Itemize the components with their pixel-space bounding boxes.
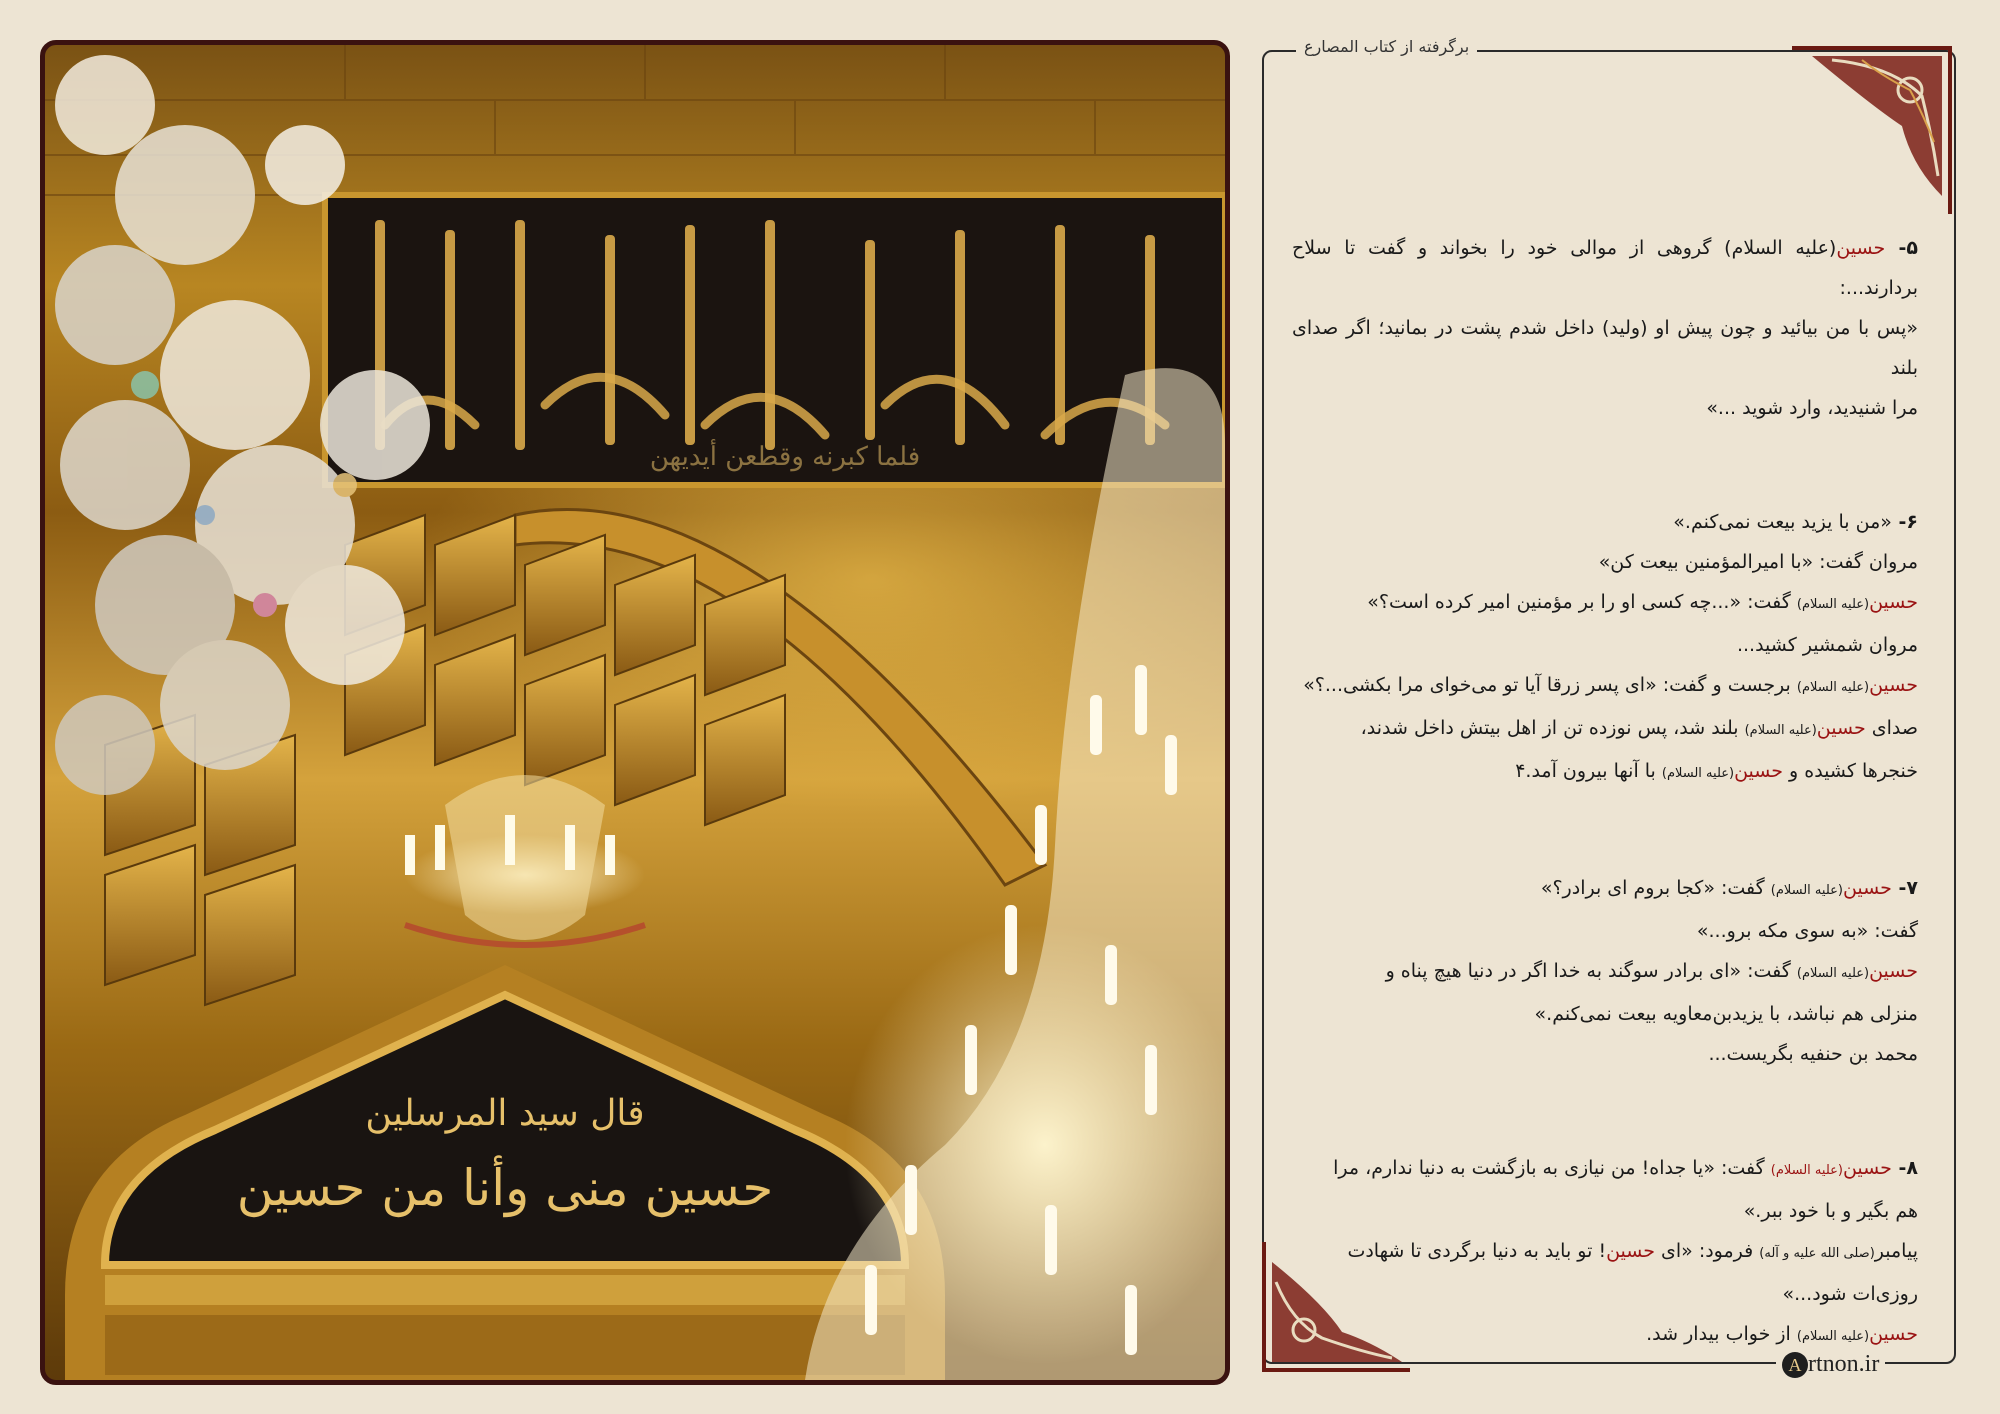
text-line (1292, 665, 1918, 708)
text-segment: ۶- (1891, 511, 1918, 533)
paragraph-gap (1292, 794, 1918, 868)
arch-inscription-2: حسين منى وأنا من حسين (236, 1159, 774, 1217)
text-segment: محمد بن حنفیه بگریست... (1708, 1043, 1918, 1065)
text-segment: (علیه السلام) (1744, 723, 1817, 738)
text-segment: (علیه السلام) (1661, 766, 1735, 781)
text-line (1292, 308, 1918, 388)
text-line (1292, 502, 1918, 542)
logo-text: rtnon.ir (1808, 1351, 1880, 1377)
chandelier-center (405, 775, 645, 945)
story-item (1292, 1148, 1918, 1357)
highlight-name: (علیه السلام) (1770, 1163, 1843, 1178)
arch-inscription-1: قال سيد المرسلين (365, 1093, 645, 1134)
text-segment: «من با یزید بیعت نمی‌کنم.» (1673, 511, 1892, 533)
text-line (1292, 1191, 1918, 1231)
text-segment: با آنها بیرون آمد.۴ (1515, 760, 1662, 782)
highlight-name: حسین (1836, 237, 1886, 259)
text-segment: (علیه السلام) (1796, 597, 1870, 612)
text-line (1292, 1274, 1918, 1314)
text-line (1292, 228, 1918, 308)
text-line (1292, 582, 1918, 625)
text-segment: گفت: «یا جداه! من نیازی به بازگشت به دنیا ندارم، مرا (1333, 1157, 1771, 1179)
top-inscription: فلما كبرنه وقطعن أيديهن (649, 442, 921, 472)
shrine-photo (40, 40, 1230, 1385)
text-segment: مروان شمشیر کشید... (1736, 634, 1918, 656)
text-line (1292, 708, 1918, 751)
text-segment: پیامبر (1874, 1240, 1918, 1262)
text-segment: صدای (1865, 717, 1918, 739)
text-segment: گفت: «ای برادر سوگند به خدا اگر در دنیا هیچ پناه و (1385, 960, 1797, 982)
text-line (1292, 1148, 1918, 1191)
text-segment: مروان گفت: «با امیرالمؤمنین بیعت کن» (1598, 551, 1918, 573)
text-segment: روزی‌ات شود...» (1782, 1283, 1918, 1305)
highlight-name: حسین (1869, 674, 1918, 696)
text-segment: از خواب بیدار شد. (1646, 1323, 1797, 1345)
highlight-name: حسین (1816, 717, 1866, 739)
text-segment: (علیه السلام) (1796, 1329, 1870, 1344)
text-segment: ۵- (1885, 237, 1918, 259)
paragraph-gap (1292, 428, 1918, 502)
text-segment: (علیه السلام) (1796, 966, 1870, 981)
story-text (1292, 228, 1918, 1357)
text-segment: فرمود: «ای (1654, 1240, 1760, 1262)
text-segment: ۸- (1891, 1157, 1918, 1179)
text-segment: برجست و گفت: «ای پسر زرقا آیا تو می‌خوای مرا بکشی...؟» (1303, 674, 1797, 696)
highlight-name: حسین (1869, 1323, 1918, 1345)
text-line (1292, 751, 1918, 794)
text-line (1292, 1231, 1918, 1274)
text-line (1292, 868, 1918, 911)
site-logo[interactable] (1776, 1348, 1885, 1380)
text-segment: گفت: «کجا بروم ای برادر؟» (1540, 877, 1771, 899)
logo-mark: A (1782, 1352, 1808, 1378)
text-segment: (صلی الله علیه و آله) (1759, 1246, 1875, 1261)
source-label: برگرفته از کتاب المصارع (1296, 32, 1477, 62)
text-line (1292, 994, 1918, 1034)
highlight-name: حسین (1869, 591, 1918, 613)
text-segment: (علیه السلام) (1770, 883, 1843, 898)
story-item (1292, 502, 1918, 794)
shrine-illustration (45, 45, 1225, 1380)
text-segment: مرا شنیدید، وارد شوید ...» (1706, 397, 1918, 419)
text-line (1292, 542, 1918, 582)
text-segment: بلند شد، پس نوزده تن از اهل بیتش داخل شدند، (1360, 717, 1745, 739)
text-line (1292, 951, 1918, 994)
text-segment: (علیه السلام) گروهی از موالی خود را بخواند و گفت تا سلاح بردارند...: (1292, 237, 1918, 299)
text-segment: خنجرها کشیده و (1783, 760, 1918, 782)
highlight-name: حسین (1734, 760, 1783, 782)
text-segment: ! تو باید به دنیا برگردی تا شهادت (1347, 1240, 1607, 1262)
text-segment: ۷- (1891, 877, 1918, 899)
corner-ornament-top-right (1792, 46, 1952, 216)
text-line (1292, 625, 1918, 665)
text-segment: «پس با من بیائید و چون پیش او (ولید) داخل شدم پشت در بمانید؛ اگر صدای بلند (1292, 317, 1918, 379)
text-segment: (علیه السلام) (1796, 680, 1870, 695)
text-line (1292, 1034, 1918, 1074)
text-segment: گفت: «به سوی مکه برو...» (1696, 920, 1918, 942)
highlight-name: حسین (1606, 1240, 1655, 1262)
highlight-name: حسین (1842, 1157, 1892, 1179)
paragraph-gap (1292, 1074, 1918, 1148)
story-item (1292, 228, 1918, 428)
text-segment: گفت: «...چه کسی او را بر مؤمنین امیر کرده است؟» (1367, 591, 1797, 613)
story-item (1292, 868, 1918, 1074)
text-segment: منزلی هم نباشد، با یزیدبن‌معاویه بیعت نمی‌کنم.» (1534, 1003, 1918, 1025)
highlight-name: حسین (1842, 877, 1892, 899)
text-segment: هم بگیر و با خود ببر.» (1743, 1200, 1918, 1222)
text-line (1292, 911, 1918, 951)
text-line (1292, 388, 1918, 428)
highlight-name: حسین (1869, 960, 1918, 982)
